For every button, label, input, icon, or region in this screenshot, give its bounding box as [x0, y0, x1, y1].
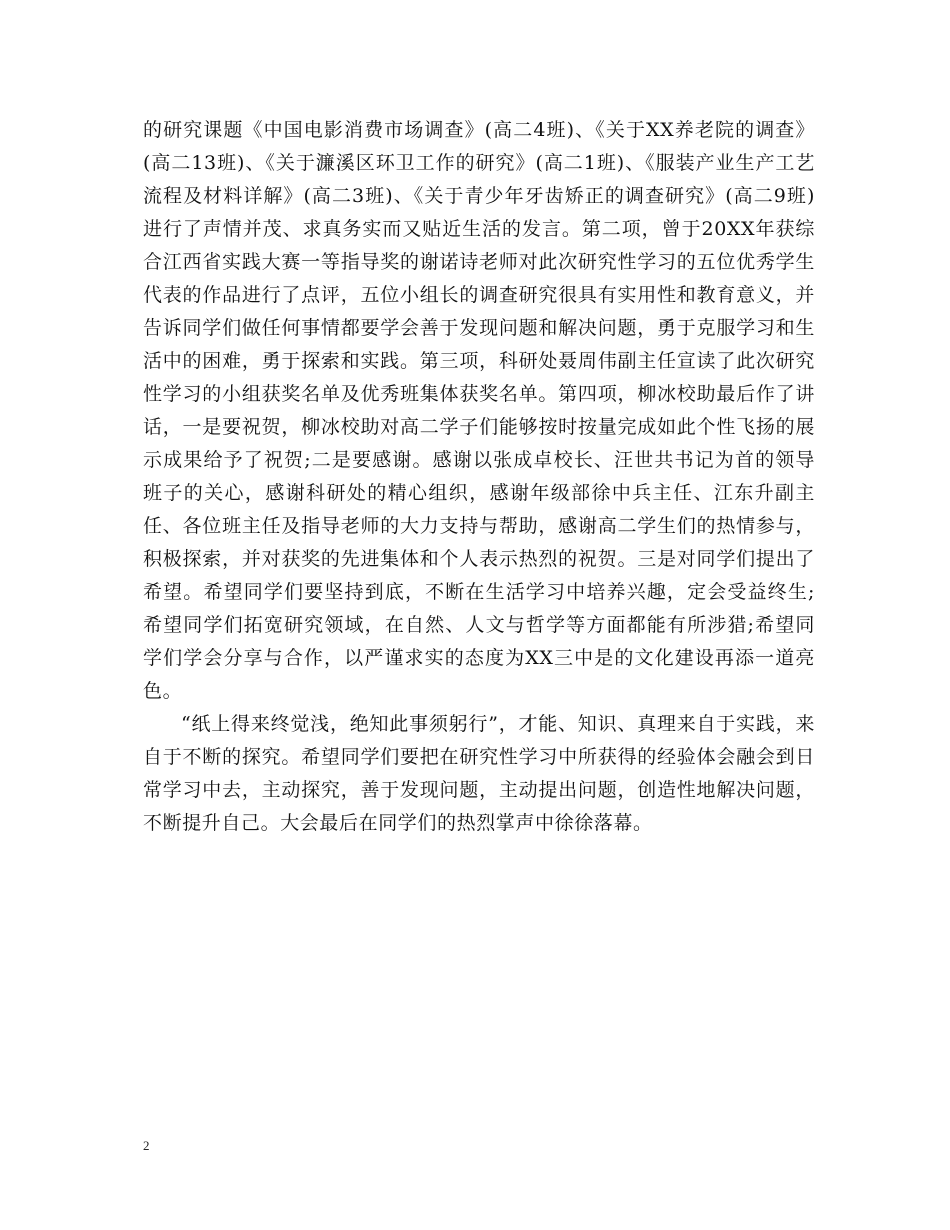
- paragraph-continuation: 的研究课题《中国电影消费市场调查》(高二4班)、《关于XX养老院的调查》(高二13班)、《关于濂溪区环卫工作的研究》(高二1班)、《服装产业生产工艺流程及材料详解》(高二3班)、《关于青少年牙齿矫正的调查研究》(高二9班)进行了声情并茂、求真务实而又贴近生活的发言。第二项，曾于20XX年获综合江西省实践大赛一等指导奖的谢诺诗老师对此次研究性学习的五位优秀学生代表的作品进行了点评，五位小组长的调查研究很具有实用性和教育意义，并告诉同学们做任何事情都要学会善于发现问题和解决问题，勇于克服学习和生活中的困难，勇于探索和实践。第三项，科研处聂周伟副主任宣读了此次研究性学习的小组获奖名单及优秀班集体获奖名单。第四项，柳冰校助最后作了讲话，一是要祝贺，柳冰校助对高二学子们能够按时按量完成如此个性飞扬的展示成果给予了祝贺;二是要感谢。感谢以张成卓校长、汪世共书记为首的领导班子的关心，感谢科研处的精心组织，感谢年级部徐中兵主任、江东升副主任、各位班主任及指导老师的大力支持与帮助，感谢高二学生们的热情参与，积极探索，并对获奖的先进集体和个人表示热烈的祝贺。三是对同学们提出了希望。希望同学们要坚持到底，不断在生活学习中培养兴趣，定会受益终生;希望同学们拓宽研究领域，在自然、人文与哲学等方面都能有所涉猎;希望同学们学会分享与合作，以严谨求实的态度为XX三中是的文化建设再添一道亮色。: [143, 119, 815, 702]
- paragraph-closing: “纸上得来终觉浅，绝知此事须躬行”，才能、知识、真理来自于实践，来自于不断的探究。希望同学们要把在研究性学习中所获得的经验体会融会到日常学习中去，主动探究，善于发现问题，主动提出问题，创造性地解决问题，不断提升自己。大会最后在同学们的热烈掌声中徐徐落幕。: [143, 713, 815, 834]
- body-text: [143, 114, 815, 840]
- page-number: 2: [143, 1138, 150, 1153]
